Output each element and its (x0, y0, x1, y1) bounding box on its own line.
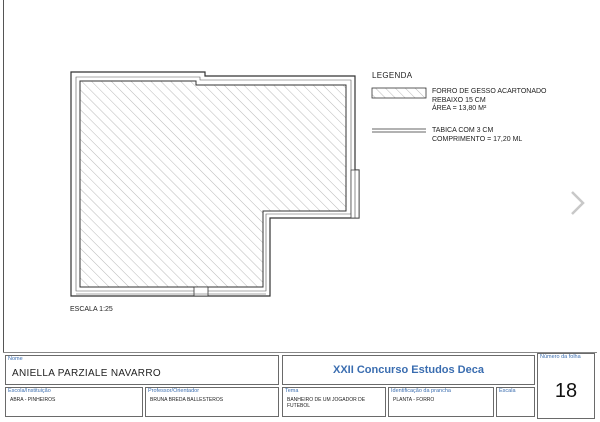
legend-line: ÁREA = 13,80 M² (432, 105, 487, 112)
legend-hatch-swatch (372, 88, 426, 98)
name-value: ANIELLA PARZIALE NAVARRO (12, 368, 161, 379)
legend-line: FORRO DE GESSO ACARTONADO (432, 88, 547, 95)
theme-value-line-1: BANHEIRO DE UM JOGADOR DE (287, 397, 366, 403)
name-cell (5, 355, 279, 385)
sheet-number-cell (537, 353, 595, 419)
gypsum-ceiling-area (80, 81, 346, 287)
advisor-caption: Professor/Orientador (148, 388, 200, 394)
legend-line: REBAIXO 15 CM (432, 96, 486, 104)
scale-label: ESCALA 1:25 (70, 306, 113, 313)
contest-cell (282, 355, 535, 385)
theme-cell (282, 387, 386, 417)
title-block (3, 352, 597, 421)
chevron-right-icon (566, 188, 588, 218)
door-opening (194, 287, 208, 296)
school-value: ABRA - PINHEIROS (10, 397, 56, 403)
advisor-value: BRUNA BREDA BALLESTEROS (150, 397, 224, 403)
school-cell (5, 387, 143, 417)
advisor-cell (145, 387, 279, 417)
theme-value-line-2: FUTEBOL (287, 403, 311, 409)
legend-item-gypsum (432, 88, 547, 114)
next-page-button[interactable] (566, 188, 588, 218)
legend-line: TABICA COM 3 CM (432, 127, 494, 134)
legend-line: COMPRIMENTO = 17,20 ML (432, 135, 523, 143)
legend-title: LEGENDA (372, 71, 413, 80)
contest-title: XXII Concurso Estudos Deca (333, 364, 484, 376)
plate-id-value: PLANTA - FORRO (393, 397, 435, 403)
name-caption: Nome (8, 356, 23, 362)
plate-id-cell (388, 387, 494, 417)
legend-item-tabica (432, 127, 522, 144)
school-caption: Escola/Instituição (8, 388, 51, 394)
scale-cell (496, 387, 535, 417)
plate-id-caption: Identificação da prancha (391, 388, 451, 394)
sheet-number-caption: Número da folha (540, 354, 581, 360)
theme-caption: Tema (285, 388, 299, 394)
sheet-number: 18 (554, 380, 578, 402)
scale-caption: Escala (499, 388, 516, 394)
